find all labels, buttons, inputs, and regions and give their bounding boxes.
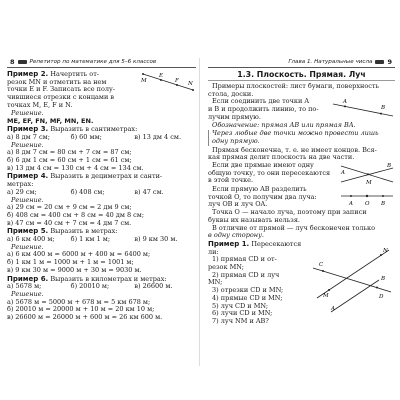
- text-line: В отличие от прямой — луч бесконечен только: [212, 223, 376, 232]
- task-text: Пересекаются ли:: [208, 239, 302, 256]
- notation-line: Обозначение: прямая AB или прямая BA.: [212, 120, 356, 129]
- task-item: 4) прямые CD и MN;: [212, 293, 283, 302]
- segment-mn-figure: [140, 70, 196, 94]
- left-page-header: [7, 58, 196, 68]
- task-item: в) 47 см.: [134, 187, 164, 196]
- task-text: Выразить в километрах и метрах:: [50, 274, 167, 283]
- figure-label: E: [159, 73, 164, 79]
- text-line: Если соединить две точки A: [212, 97, 310, 106]
- book-logo-icon: [18, 60, 27, 64]
- task-text: Выразить в метрах:: [50, 227, 118, 236]
- text-line: стола, доски.: [208, 89, 254, 98]
- solution-line: а) 29 см = 20 см + 9 см = 2 дм 9 см;: [7, 203, 132, 212]
- figure-label: A: [349, 201, 353, 208]
- text-line: точки E и F. Записать все полу-: [7, 85, 116, 94]
- figure-label: M: [141, 78, 147, 84]
- figure-label: B: [381, 275, 386, 282]
- example-1-figure: [309, 240, 395, 318]
- text-line: лучим прямую.: [208, 112, 261, 121]
- intersection-definition: [208, 162, 395, 186]
- answer-line: ME, EF, FN, MF, MN, EN.: [7, 117, 94, 126]
- task-item: б) 60 мм;: [70, 132, 102, 141]
- figure-label: N: [383, 247, 388, 254]
- task-item: в) 9 км 30 м.: [134, 235, 178, 244]
- example-title: Пример 5.: [7, 227, 49, 236]
- figure-label: B: [387, 163, 392, 170]
- task-item: а) 29 см;: [7, 187, 37, 196]
- solution-line: в) 26600 м = 26000 м + 600 м = 26 км 600 м.: [7, 313, 163, 322]
- figure-label: N: [188, 81, 193, 87]
- page-number: 8: [10, 58, 15, 66]
- figure-label: C: [319, 261, 324, 268]
- figure-label: B: [381, 201, 386, 208]
- example-2: [7, 70, 196, 94]
- text-line: кая прямая делит плоскость на две части.: [208, 153, 355, 162]
- task-item: а) 8 дм 7 см;: [7, 132, 50, 141]
- example-title: Пример 6.: [7, 274, 49, 283]
- figure-label: O: [365, 201, 370, 208]
- task-item: 7) луч NM и AB?: [212, 316, 269, 325]
- text-line: луч OB и луч OA.: [208, 200, 268, 209]
- text-line: Через любые две точки можно провести лишь: [212, 129, 379, 138]
- task-item: 2) прямая CD и луч: [212, 270, 280, 279]
- task-item: б) 1 км 1 м;: [70, 235, 111, 244]
- text-line: Примеры плоскостей: лист бумаги, поверхность: [212, 82, 380, 90]
- task-item: 5) луч CD и MN;: [212, 301, 269, 310]
- example-6: [7, 275, 196, 322]
- task-item: б) 408 см;: [70, 187, 105, 196]
- task-item: а) 6 км 400 м;: [7, 235, 55, 244]
- section-title: 1.3. Плоскость. Прямая. Луч: [208, 70, 395, 81]
- example-title: Пример 4.: [7, 172, 49, 181]
- text-line: точках M, E, F и N.: [7, 100, 73, 109]
- task-item: 1) прямая CD и от-: [212, 255, 277, 264]
- solution-line: б) 20010 м = 20000 м + 10 м = 20 км 10 м;: [7, 305, 155, 314]
- text-line: Если прямую AB разделить: [212, 185, 307, 194]
- figure-label: A: [343, 99, 347, 106]
- text-line: в одну сторону.: [208, 231, 264, 240]
- book-logo-icon: [375, 60, 384, 64]
- figure-label: D: [379, 293, 384, 300]
- text-line: чившиеся отрезки с концами в: [7, 93, 115, 102]
- ray-figure: [339, 186, 395, 208]
- figure-label: A: [331, 305, 335, 312]
- solution-line: а) 6 км 400 м = 6000 м + 400 м = 6400 м;: [7, 250, 151, 259]
- example-title: Пример 1.: [208, 239, 250, 248]
- text-line: одну прямую.: [212, 136, 260, 145]
- text-line: Если две прямые имеют одну: [212, 161, 314, 170]
- intersecting-lines-figure: [339, 162, 395, 186]
- text-line: резок MN и отметить на нем: [7, 77, 107, 86]
- ray-definition: [208, 186, 395, 209]
- solution-label: Решение.: [11, 140, 44, 149]
- figure-label: F: [175, 78, 179, 84]
- solution-line: в) 9 км 30 м = 9000 м + 30 м = 9030 м.: [7, 265, 142, 274]
- text-line: Прямая бесконечна, т. е. не имеет концов. Вся-: [212, 145, 377, 154]
- left-page: [0, 58, 200, 366]
- solution-line: б) 1 км 1 м = 1000 м + 1 м = 1001 м;: [7, 258, 134, 267]
- solution-line: б) 408 см = 400 см + 8 см = 40 дм 8 см;: [7, 210, 145, 219]
- example-1: [208, 240, 395, 326]
- solution-label: Решение.: [11, 242, 44, 251]
- figure-label: M: [366, 180, 372, 187]
- task-text: Выразить в сантиметрах:: [50, 125, 138, 134]
- task-item: а) 5678 м;: [7, 282, 42, 291]
- solution-label: Решение.: [11, 195, 44, 204]
- text-line: общую точку, то они пересекаются: [208, 168, 331, 177]
- figure-label: B: [381, 105, 386, 112]
- figure-label: A: [341, 170, 345, 177]
- text-line: в этой точке.: [208, 176, 254, 185]
- example-3: [7, 125, 196, 172]
- text-line: буквы их называть нельзя.: [208, 215, 300, 224]
- text-line: Начертить от-: [50, 70, 99, 78]
- two-points-rule: [208, 130, 395, 145]
- figure-label: M: [323, 292, 329, 299]
- text-line: и B и продолжить линию, то по-: [208, 105, 319, 114]
- text-line: точкой O, то получим два луча:: [208, 192, 317, 201]
- task-item: в) 13 дм 4 см.: [134, 132, 182, 141]
- task-item: в) 26600 м.: [134, 282, 173, 291]
- solution-line: а) 8 дм 7 см = 80 см + 7 см = 87 см;: [7, 148, 132, 157]
- solution-line: а) 5678 м = 5000 м + 678 м = 5 км 678 м;: [7, 297, 151, 306]
- solution-line: б) 6 дм 1 см = 60 см + 1 см = 61 см;: [7, 156, 132, 165]
- text-line: Точка O — начало луча, поэтому при записи: [212, 208, 367, 217]
- task-text: метрах:: [7, 180, 34, 189]
- running-title: Репетитор по математике для 5–6 классов: [29, 59, 157, 65]
- example-title: Пример 2.: [7, 70, 49, 78]
- example-5: [7, 227, 196, 274]
- task-item: 6) лучи CD и MN;: [212, 309, 273, 318]
- solution-line: в) 13 дм 4 см = 130 см + 4 см = 134 см.: [7, 163, 144, 172]
- right-page-header: [208, 58, 395, 68]
- right-page: [200, 58, 400, 366]
- example-title: Пример 3.: [7, 125, 49, 134]
- task-item: MN;: [208, 278, 223, 287]
- page-number: 9: [387, 58, 392, 66]
- solution-line: в) 47 см = 40 см + 7 см = 4 дм 7 см.: [7, 218, 132, 227]
- task-item: 3) отрезки CD и MN;: [212, 286, 284, 295]
- solution-label: Решение.: [11, 289, 44, 298]
- task-item: резок MN;: [208, 263, 244, 272]
- task-text: Выразить в дециметрах и санти-: [50, 172, 163, 181]
- running-chapter: Глава 1. Натуральные числа: [288, 59, 373, 65]
- line-definition: [208, 98, 395, 121]
- example-4: [7, 172, 196, 227]
- line-ab-figure: [331, 98, 395, 120]
- task-item: б) 20010 м;: [70, 282, 110, 291]
- solution-label: Решение.: [11, 108, 44, 117]
